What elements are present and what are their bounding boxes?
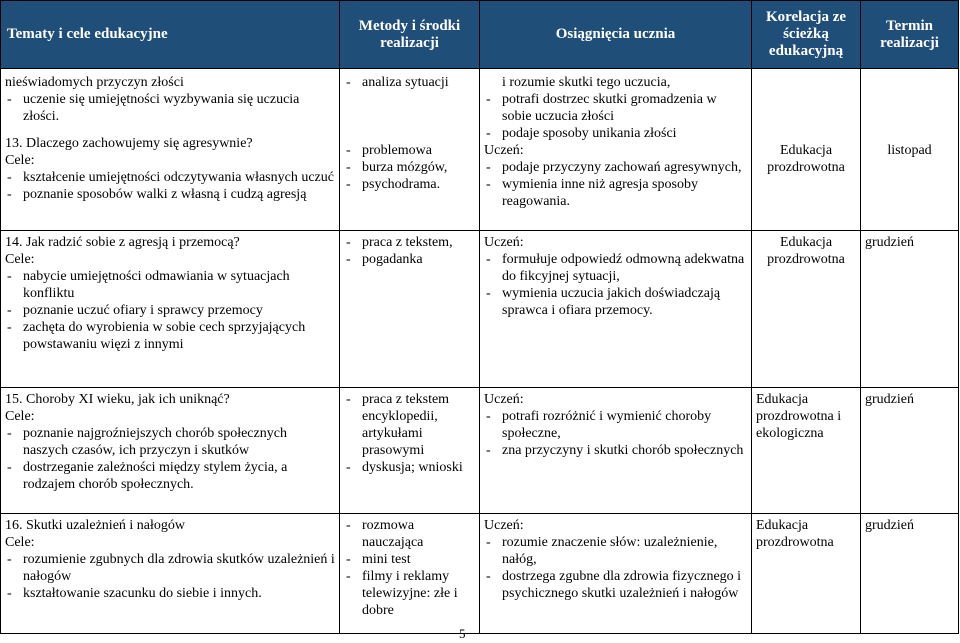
achievements-cell: [480, 514, 752, 634]
goals-label: Cele:: [5, 153, 35, 168]
achievement-item: - podaje sposoby unikania złości: [484, 125, 747, 142]
term-cell: [861, 388, 959, 514]
achievement-item: - wymienia uczucia jakich doświadczają sprawca i ofiara przemocy.: [484, 285, 747, 319]
achievements-cell: [480, 69, 752, 231]
correlation-text: Edukacja prozdrowotna i ekologiczna: [756, 392, 842, 441]
achievement-item: - potrafi dostrzec skutki gromadzenia w sobie uczucia złości: [484, 91, 747, 125]
correlation-cell: [752, 69, 861, 231]
table-row: [1, 231, 959, 388]
table-row: [1, 388, 959, 514]
method-item: - praca z tekstem,: [344, 234, 475, 251]
header-correlation: Korelacja ze ścieżką edukacyjną: [752, 1, 861, 69]
goal-item: - dostrzeganie zależności między stylem życia, a rodzajem chorób społecznych.: [5, 459, 335, 493]
goals-label: Cele:: [5, 535, 35, 550]
goal-item: - poznanie sposobów walki z własną i cudzą agresją: [5, 186, 335, 203]
achievements-cell: [480, 388, 752, 514]
correlation-text: Edukacja prozdrowotna: [767, 143, 845, 175]
goal-item: - zachęta do wyrobienia w sobie cech sprzyjających powstawaniu więzi z innymi: [5, 319, 335, 353]
goal-item: - poznanie uczuć ofiary i sprawcy przemocy: [5, 302, 335, 319]
header-achievements: Osiągnięcia ucznia: [480, 1, 752, 69]
correlation-text: Edukacja prozdrowotna: [756, 518, 834, 550]
topic-title: 13. Dlaczego zachowujemy się agresywnie?: [5, 136, 253, 151]
methods-list: [344, 142, 475, 193]
methods-list: [344, 234, 475, 268]
goal-item: - poznanie najgroźniejszych chorób społecznych naszych czasów, ich przyczyn i skutków: [5, 425, 335, 459]
term-cell: [861, 514, 959, 634]
achievements-list: [484, 251, 747, 319]
method-item: - problemowa: [344, 142, 475, 159]
methods-cell: [340, 514, 480, 634]
achievement-item: - zna przyczyny i skutki chorób społecznych: [484, 442, 747, 459]
student-label: Uczeń:: [484, 235, 524, 250]
method-item: - dyskusja; wnioski: [344, 459, 475, 476]
achievement-item: - formułuje odpowiedź odmowną adekwatna do fikcyjnej sytuacji,: [484, 251, 747, 285]
student-label: Uczeń:: [484, 392, 524, 407]
topic-cell: [1, 388, 340, 514]
term-text: grudzień: [865, 235, 914, 250]
achievements-list: [484, 159, 747, 210]
topic-title: 15. Choroby XI wieku, jak ich uniknąć?: [5, 392, 230, 407]
achievement-item: - wymienia inne niż agresja sposoby reagowania.: [484, 176, 747, 210]
table-row: [1, 69, 959, 231]
term-cell: [861, 69, 959, 231]
achievements-list: [484, 534, 747, 602]
methods-cell: [340, 69, 480, 231]
topic-cell: [1, 231, 340, 388]
method-item: - rozmowa nauczająca: [344, 517, 475, 551]
term-cell: [861, 231, 959, 388]
achievements-cell: [480, 231, 752, 388]
goal-item: - kształtowanie szacunku do siebie i innych.: [5, 585, 335, 602]
method-item: - psychodrama.: [344, 176, 475, 193]
goals-label: Cele:: [5, 409, 35, 424]
correlation-cell: [752, 231, 861, 388]
topic-cell: [1, 69, 340, 231]
goal-list: [5, 551, 335, 602]
term-text: listopad: [887, 143, 932, 158]
goal-item: - kształcenie umiejętności odczytywania własnych uczuć: [5, 169, 335, 186]
goal-item: - nabycie umiejętności odmawiania w sytuacjach konfliktu: [5, 268, 335, 302]
correlation-cell: [752, 388, 861, 514]
header-methods: Metody i środki realizacji: [340, 1, 480, 69]
header-term: Termin realizacji: [861, 1, 959, 69]
header-topics: Tematy i cele edukacyjne: [1, 1, 340, 69]
term-text: grudzień: [865, 518, 914, 533]
page-number: 5: [459, 626, 466, 641]
achievement-item: - potrafi rozróżnić i wymienić choroby społeczne,: [484, 408, 747, 442]
achievement-continuation: i rozumie skutki tego uczucia,: [502, 75, 671, 90]
achievement-item: - dostrzega zgubne dla zdrowia fizycznego i psychicznego skutki uzależnień i nałogów: [484, 568, 747, 602]
student-label: Uczeń:: [484, 143, 524, 158]
student-label: Uczeń:: [484, 518, 524, 533]
methods-list: [344, 74, 475, 91]
method-item: - burza mózgów,: [344, 159, 475, 176]
method-item: - mini test: [344, 551, 475, 568]
topic-cell: [1, 514, 340, 634]
goal-list: [5, 169, 335, 203]
table-header-row: [1, 1, 959, 69]
correlation-cell: [752, 514, 861, 634]
achievement-item: - rozumie znaczenie słów: uzależnienie, nałóg,: [484, 534, 747, 568]
achievement-item: - podaje przyczyny zachowań agresywnych,: [484, 159, 747, 176]
topic-continuation: nieświadomych przyczyn złości: [5, 75, 184, 90]
method-item: - praca z tekstem encyklopedii, artykułami prasowymi: [344, 391, 475, 459]
table-row: [1, 514, 959, 634]
method-item: - pogadanka: [344, 251, 475, 268]
goal-item: - rozumienie zgubnych dla zdrowia skutków uzależnień i nałogów: [5, 551, 335, 585]
methods-cell: [340, 388, 480, 514]
methods-cell: [340, 231, 480, 388]
method-item: - analiza sytuacji: [344, 74, 475, 91]
goal-item: - uczenie się umiejętności wyzbywania się uczucia złości.: [5, 91, 335, 125]
methods-list: [344, 391, 475, 476]
term-text: grudzień: [865, 392, 914, 407]
correlation-text: Edukacja prozdrowotna: [767, 235, 845, 267]
topic-title: 14. Jak radzić sobie z agresją i przemocą?: [5, 235, 240, 250]
methods-list: [344, 517, 475, 619]
method-item: - filmy i reklamy telewizyjne: złe i dobre: [344, 568, 475, 619]
achievements-list: [484, 408, 747, 459]
topic-title: 16. Skutki uzależnień i nałogów: [5, 518, 186, 533]
achievements-list: [484, 91, 747, 142]
goal-list: [5, 425, 335, 493]
goal-list: [5, 268, 335, 353]
goals-label: Cele:: [5, 252, 35, 267]
goal-list: [5, 91, 335, 125]
